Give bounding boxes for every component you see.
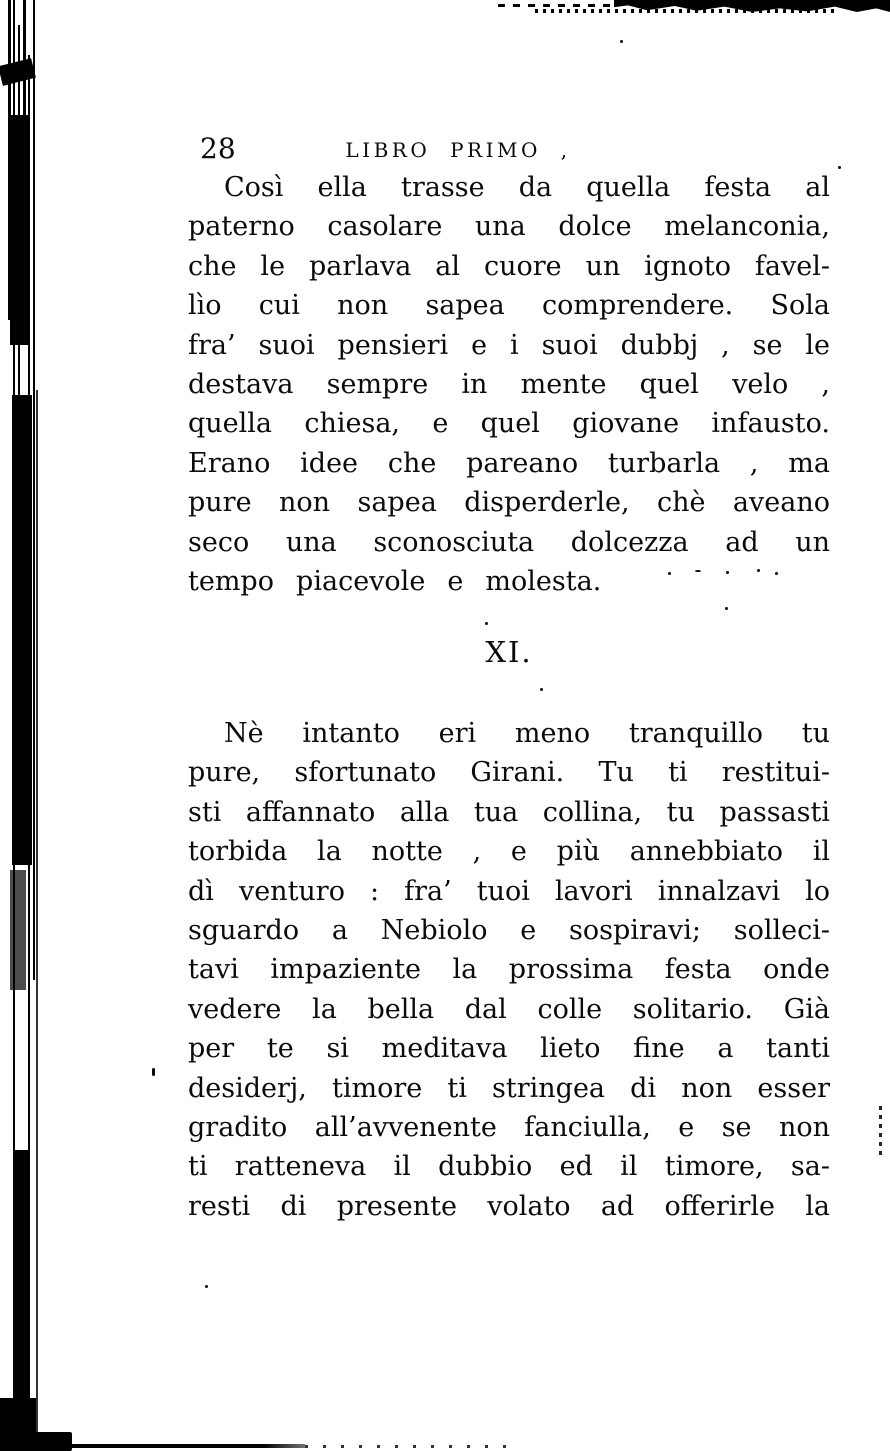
text-line: lìo cui non sapea comprendere. Sola xyxy=(188,290,830,322)
ink-speck xyxy=(152,1068,155,1076)
text-line: destava sempre in mente quel velo , xyxy=(188,368,830,400)
binding-streak xyxy=(33,0,35,980)
ink-speck xyxy=(485,622,488,625)
binding-texture xyxy=(12,395,32,865)
text-line: per te si meditava lieto fine a tanti xyxy=(188,1033,830,1065)
text-line: pure, sfortunato Girani. Tu ti restitui- xyxy=(188,757,830,789)
text-line: fra’ suoi pensieri e i suoi dubbj , se le xyxy=(188,329,830,361)
bottom-edge-speckle xyxy=(305,1445,520,1448)
bottom-corner-blob xyxy=(28,1432,72,1451)
section-heading: XI. xyxy=(485,635,533,669)
text-line: sguardo a Nebiolo e sospiravi; solleci- xyxy=(188,914,830,946)
paragraph-2 xyxy=(188,714,830,1226)
right-edge-dash-artifact xyxy=(879,1103,882,1155)
text-line: seco una sconosciuta dolcezza ad un xyxy=(188,526,830,558)
ink-speck xyxy=(838,166,841,169)
top-edge-speckle xyxy=(535,9,835,13)
text-line: dì venturo : fra’ tuoi lavori innalzavi lo xyxy=(188,875,830,907)
text-line: tempo piacevole e molesta. xyxy=(188,565,602,597)
text-line: tavi impaziente la prossima festa onde xyxy=(188,954,830,986)
binding-streak xyxy=(36,390,38,1451)
text-line: quella chiesa, e quel giovane infausto. xyxy=(188,408,830,440)
text-line: desiderj, timore ti stringea di non esser xyxy=(188,1072,830,1104)
ink-speck xyxy=(540,688,543,691)
page-number: 28 xyxy=(200,132,236,165)
text-line: torbida la notte , e più annebbiato il xyxy=(188,836,830,868)
binding-edge-artifact xyxy=(0,0,42,1451)
text-line: che le parlava al cuore un ignoto favel- xyxy=(188,250,830,282)
text-line: Così ella trasse da quella festa al xyxy=(224,172,830,203)
paragraph-1 xyxy=(188,168,830,601)
binding-ink-blob xyxy=(0,58,36,86)
text-line: paterno casolare una dolce melanconia, xyxy=(188,211,830,243)
binding-texture xyxy=(10,115,28,345)
ink-speck xyxy=(620,40,623,43)
text-line: Nè intanto eri meno tranquillo tu xyxy=(224,718,830,749)
ink-speck xyxy=(725,607,728,610)
text-line: Erano idee che pareano turbarla , ma xyxy=(188,447,830,479)
ink-speck xyxy=(205,1285,208,1288)
page-header xyxy=(188,128,830,170)
binding-texture xyxy=(10,870,26,990)
text-line: gradito all’avvenente fanciulla, e se non xyxy=(188,1111,830,1143)
text-line: vedere la bella dal colle solitario. Già xyxy=(188,993,830,1025)
top-edge-dashes xyxy=(498,4,613,7)
text-line: pure non sapea disperderle, chè aveano xyxy=(188,487,830,519)
running-title: LIBRO PRIMO , xyxy=(345,138,571,162)
text-line: resti di presente volato ad offerirle la xyxy=(188,1190,830,1222)
text-line: sti affannato alla tua collina, tu passasti xyxy=(188,796,830,828)
text-line: ti ratteneva il dubbio ed il timore, sa- xyxy=(188,1151,830,1183)
